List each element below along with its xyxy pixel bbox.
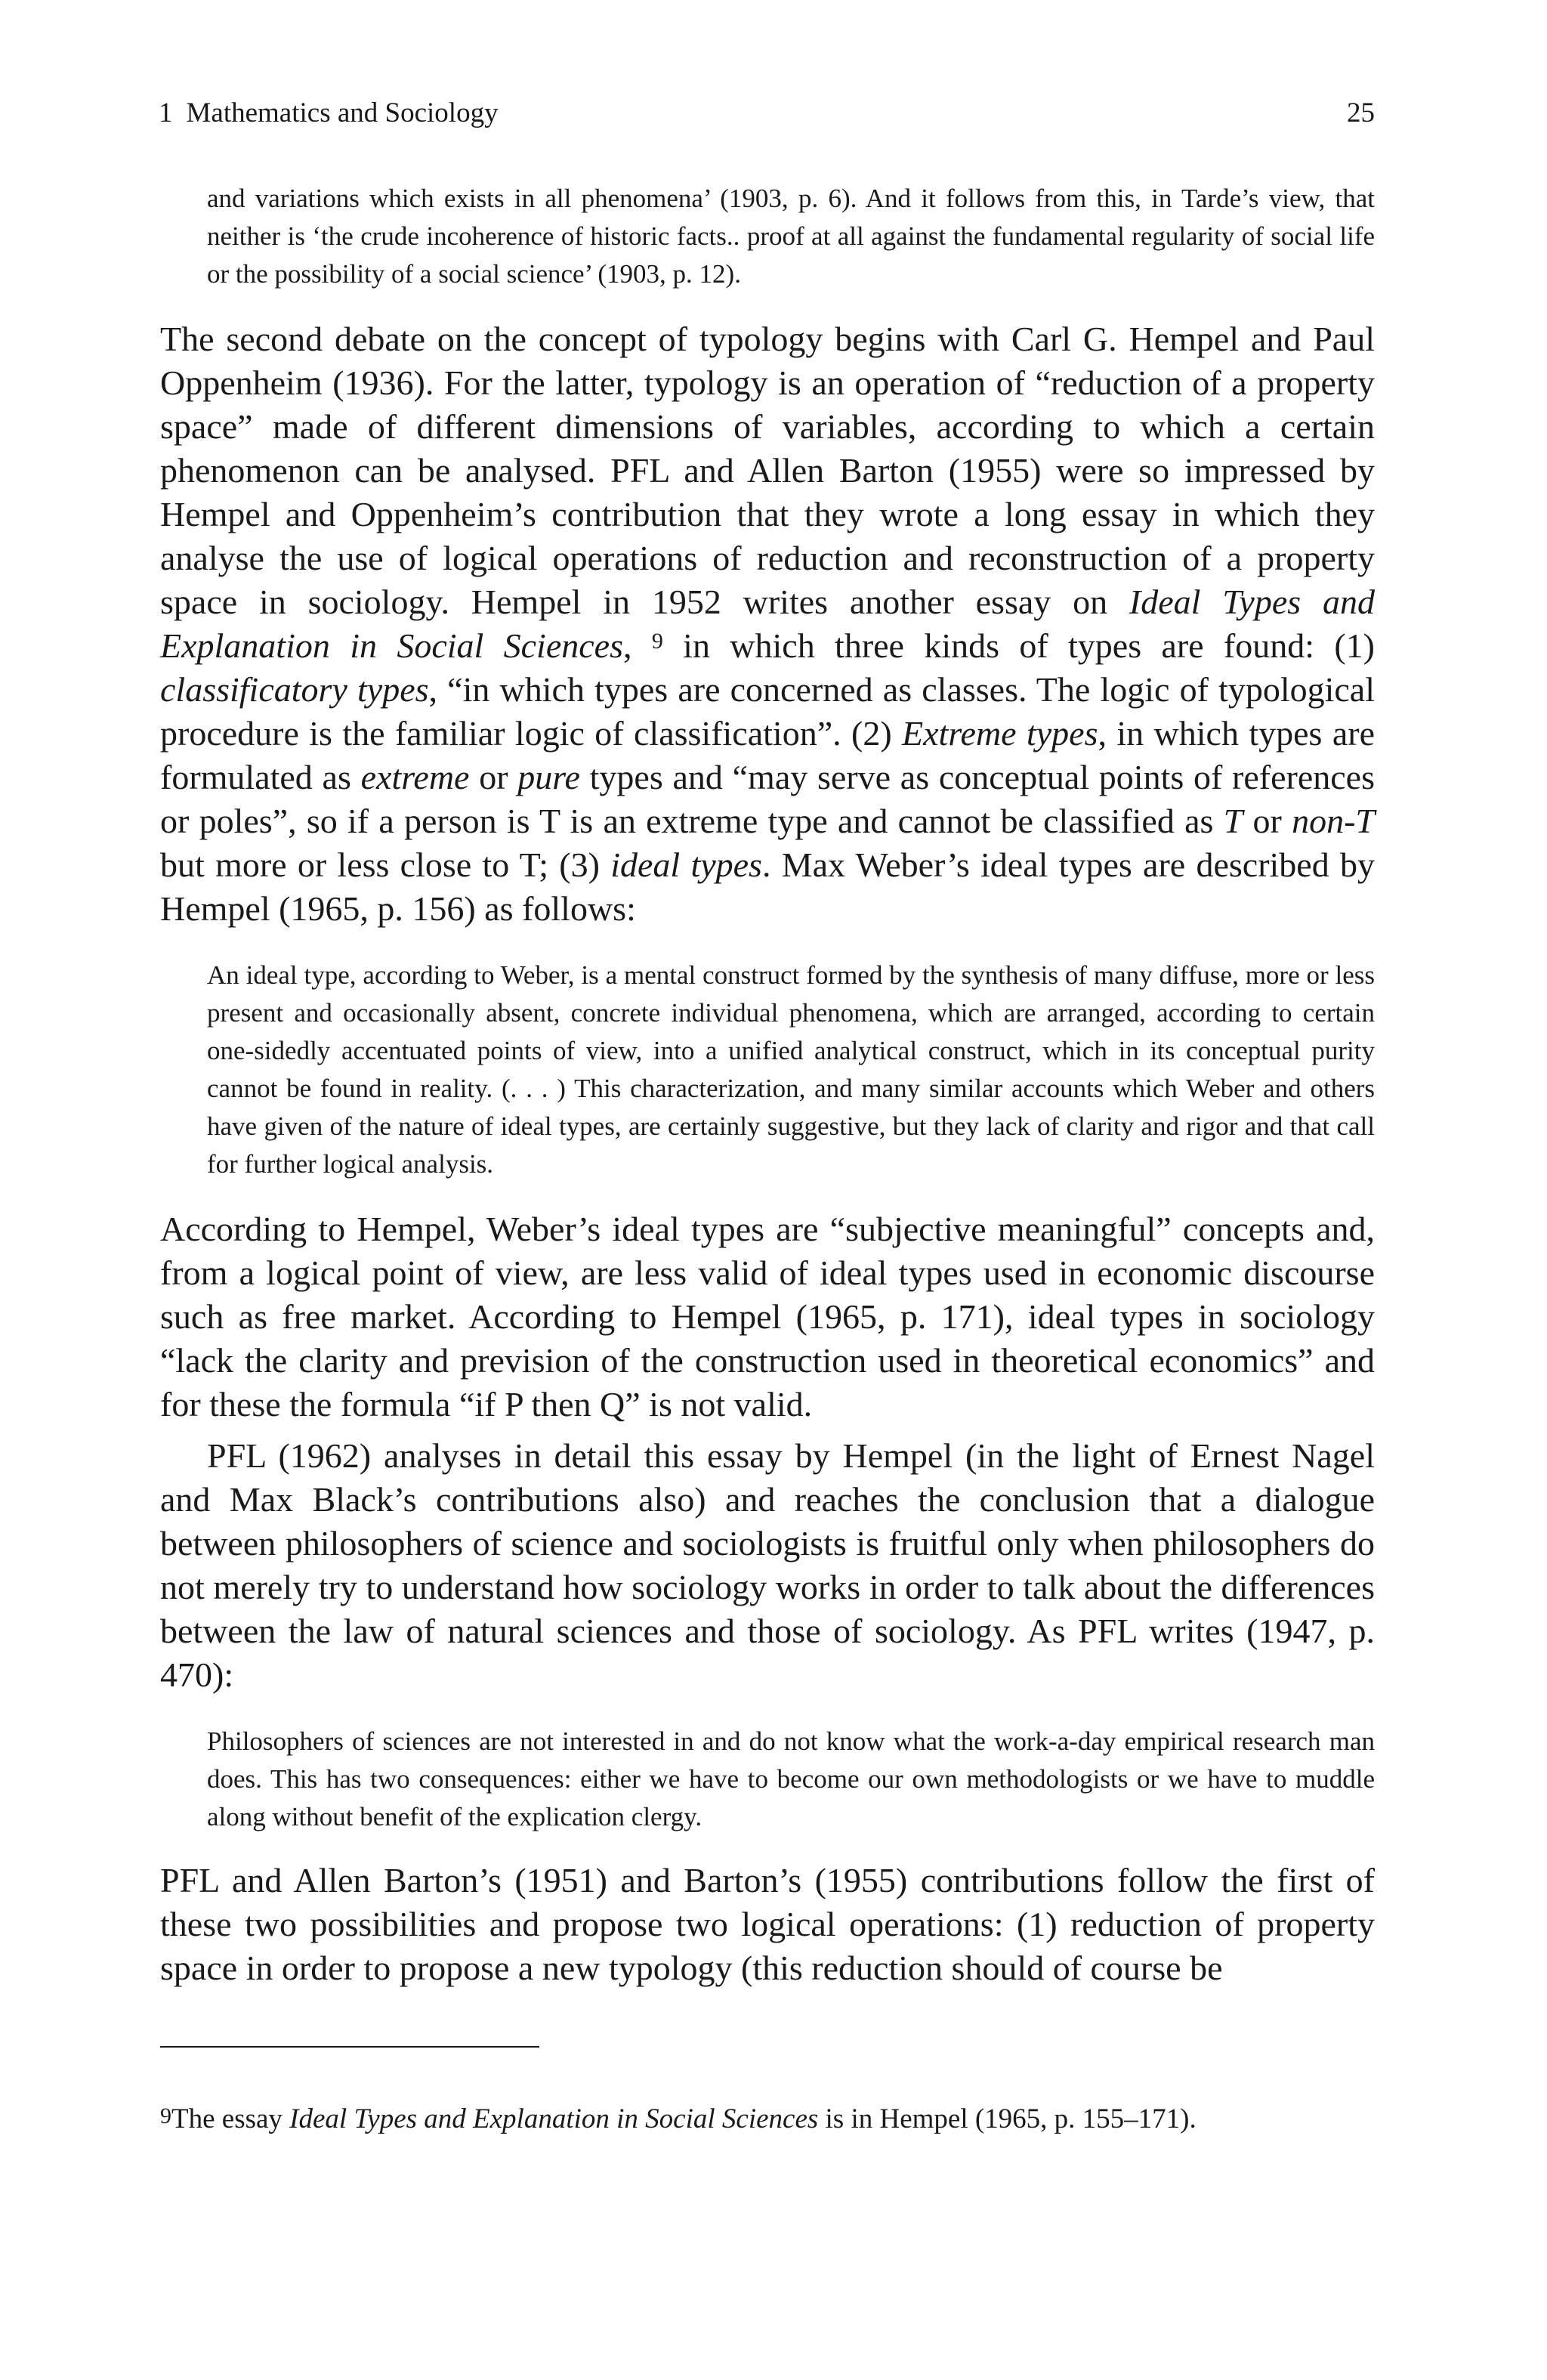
running-header xyxy=(159,95,1375,131)
chapter-title: Mathematics and Sociology xyxy=(186,97,499,128)
paragraph-barton: PFL and Allen Barton’s (1951) and Barton’s (1955) contributions follow the first of these two possibilities and propose two logical operations: (1) reduction of property space in order to propose a new typology (this reduction should of course be xyxy=(160,1861,1375,1987)
block-quote-philosophers: Philosophers of sciences are not interested in and do not know what the work-a-day empirical research man does. This has two consequences: either we have to become our own methodologists or we have to muddle along without benefit of the explication clergy. xyxy=(207,1726,1375,1831)
footnote-mark: 9 xyxy=(160,2103,171,2128)
footnote-italic-title: Ideal Types and Explanation in Social Sciences xyxy=(289,2103,819,2134)
text-segment: . Max Weber’s ideal types are described by Hempel (1965, p. 156) as follows: xyxy=(160,845,1375,928)
italic-term: pure xyxy=(517,758,580,796)
footnote-text: The essay xyxy=(171,2103,290,2134)
italic-term: ideal types xyxy=(610,845,762,884)
body-text xyxy=(160,180,1375,1990)
text-segment: , “in which types are concerned as classes. The logic of typological procedure is the familiar logic of classification”. (2) xyxy=(160,670,1376,753)
italic-term: T xyxy=(1223,802,1243,840)
italic-term: extreme xyxy=(360,758,470,796)
text-segment: or xyxy=(469,758,518,796)
paragraph-typology-debate xyxy=(160,317,1375,931)
italic-term: Extreme types xyxy=(902,714,1098,753)
text-segment: , xyxy=(622,626,652,665)
italic-essay-title: Ideal Types and Explanation in Social Sciences xyxy=(160,583,1375,665)
page-number: 25 xyxy=(1347,97,1375,128)
text-segment: or xyxy=(1243,802,1292,840)
text-segment: , in which types are formulated as xyxy=(160,714,1375,796)
text-segment: The second debate on the concept of typology begins with Carl G. Hempel and Paul Oppenheim (1936). For the latter, typology is an operation of “reduction of a property space” made of different dimensions of variables, according to which a certain phenomenon can be analysed. PFL and Allen Barton (1955) were so impressed by Hempel and Oppenheim’s contribution that they wrote a long essay in which they analyse the use of logical operations of reduction and reconstruction of a property space in sociology. Hempel in 1952 writes another essay on xyxy=(160,320,1375,621)
paragraph-pfl-analysis: PFL (1962) analyses in detail this essay by Hempel (in the light of Ernest Nagel and Max Black’s contributions also) and reaches the conclusion that a dialogue between philosophers of science and sociologists is fruitful only when philosophers do not merely try to understand how sociology works in order to talk about the differences between the law of natural sciences and those of sociology. As PFL writes (1947, p. 470): xyxy=(160,1436,1375,1694)
footnote-divider xyxy=(160,2046,539,2048)
block-quote-tarde: and variations which exists in all phenomena’ (1903, p. 6). And it follows from this, in Tarde’s view, that neither is ‘the crude incoherence of historic facts.. proof at all against the fundamental regularity of social life or the possibility of a social science’ (1903, p. 12). xyxy=(207,184,1375,289)
text-segment: but more or less close to T; (3) xyxy=(160,845,611,884)
italic-term: non-T xyxy=(1292,802,1375,840)
footnote-reference[interactable]: 9 xyxy=(651,629,663,654)
text-segment: types and “may serve as conceptual points of references or poles”, so if a person is T is an extreme type and cannot be classified as xyxy=(160,758,1375,840)
chapter-number: 1 xyxy=(159,97,173,128)
paragraph-hempel-weber: According to Hempel, Weber’s ideal types are “subjective meaningful” concepts and, from a logical point of view, are less valid of ideal types used in economic discourse such as free market. According to Hempel (1965, p. 171), ideal types in sociology “lack the clarity and prevision of the construction used in theoretical economics” and for these the formula “if P then Q” is not valid. xyxy=(160,1210,1375,1423)
block-quote-weber: An ideal type, according to Weber, is a mental construct formed by the synthesis of many diffuse, more or less present and occasionally absent, concrete individual phenomena, which are arranged, according to certain one-sidedly accentuated points of view, into a unified analytical construct, which in its conceptual purity cannot be found in reality. (. . . ) This characterization, and many similar accounts which Weber and others have given of the nature of ideal types, are certainly suggestive, but they lack of clarity and rigor and that call for further logical analysis. xyxy=(207,960,1375,1179)
italic-term: classificatory types xyxy=(160,670,429,709)
footnote xyxy=(160,2100,1375,2138)
text-segment: in which three kinds of types are found: (1) xyxy=(662,626,1375,665)
footnote-text: is in Hempel (1965, p. 155–171). xyxy=(818,2103,1197,2134)
